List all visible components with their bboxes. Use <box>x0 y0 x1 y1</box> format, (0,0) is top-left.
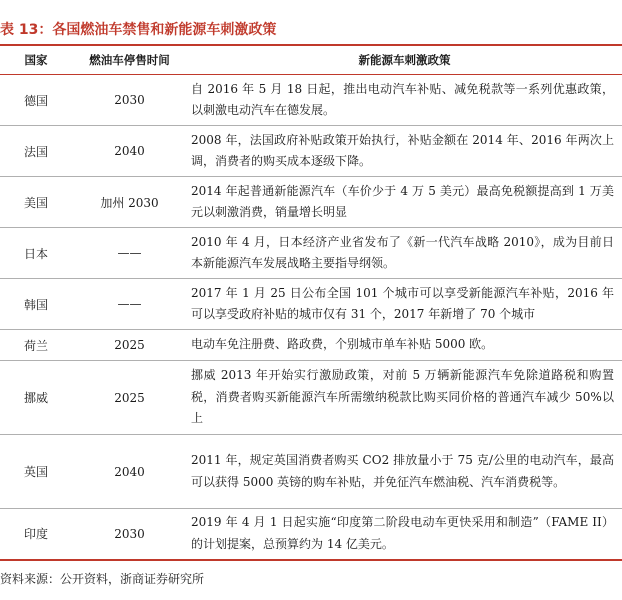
country-cell: 印度 <box>0 509 72 560</box>
ban-year-cell: —— <box>72 228 187 279</box>
table-row <box>0 126 622 177</box>
table-row <box>0 177 622 228</box>
policy-cell: 2010 年 4 月，日本经济产业省发布了《新一代汽车战略 2010》，成为目前日本新能源汽车发展战略主要指导纲领。 <box>187 228 622 279</box>
policy-table <box>0 44 622 561</box>
country-cell: 法国 <box>0 126 72 177</box>
policy-cell: 2017 年 1 月 25 日公布全国 101 个城市可以享受新能源汽车补贴，2016 年可以享受政府补贴的城市仅有 31 个，2017 年新增了 70 个城市 <box>187 279 622 330</box>
country-cell: 荷兰 <box>0 330 72 361</box>
table-row <box>0 361 622 435</box>
table-row <box>0 228 622 279</box>
ban-year-cell: 2030 <box>72 509 187 560</box>
ban-year-cell: 2025 <box>72 361 187 435</box>
ban-year-cell: —— <box>72 279 187 330</box>
country-cell: 英国 <box>0 435 72 509</box>
table-row <box>0 509 622 560</box>
table-row <box>0 435 622 509</box>
table-row <box>0 279 622 330</box>
table-row <box>0 75 622 126</box>
country-cell: 日本 <box>0 228 72 279</box>
header-ban-year: 燃油车停售时间 <box>72 45 187 75</box>
country-cell: 挪威 <box>0 361 72 435</box>
policy-cell: 电动车免注册费、路政费，个别城市单车补贴 5000 欧。 <box>187 330 622 361</box>
ban-year-cell: 2030 <box>72 75 187 126</box>
policy-cell: 自 2016 年 5 月 18 日起，推出电动汽车补贴、减免税款等一系列优惠政策，以刺激电动汽车在德发展。 <box>187 75 622 126</box>
policy-cell: 2011 年，规定英国消费者购买 CO2 排放量小于 75 克/公里的电动汽车，最高可以获得 5000 英镑的购车补贴，并免征汽车燃油税、汽车消费税等。 <box>187 435 622 509</box>
source-note: 资料来源：公开资料，浙商证券研究所 <box>0 572 205 586</box>
policy-cell: 2008 年，法国政府补贴政策开始执行，补贴金额在 2014 年、2016 年两次上调，消费者的购买成本逐级下降。 <box>187 126 622 177</box>
ban-year-cell: 2040 <box>72 126 187 177</box>
header-country: 国家 <box>0 45 72 75</box>
policy-table-container <box>0 44 622 561</box>
table-header-row <box>0 45 622 75</box>
header-policy: 新能源车刺激政策 <box>187 45 622 75</box>
policy-cell: 2014 年起普通新能源汽车（车价少于 4 万 5 美元）最高免税额提高到 1 万美元以刺激消费，销量增长明显 <box>187 177 622 228</box>
table-title: 表 13：各国燃油车禁售和新能源车刺激政策 <box>0 22 277 38</box>
policy-cell: 挪威 2013 年开始实行激励政策，对前 5 万辆新能源汽车免除道路税和购置税，消费者购买新能源汽车所需缴纳税款比购买同价格的普通汽车减少 50%以上 <box>187 361 622 435</box>
country-cell: 德国 <box>0 75 72 126</box>
ban-year-cell: 2040 <box>72 435 187 509</box>
policy-cell: 2019 年 4 月 1 日起实施“印度第二阶段电动车更快采用和制造”（FAME II）的计划提案，总预算约为 14 亿美元。 <box>187 509 622 560</box>
table-row <box>0 330 622 361</box>
country-cell: 韩国 <box>0 279 72 330</box>
country-cell: 美国 <box>0 177 72 228</box>
ban-year-cell: 加州 2030 <box>72 177 187 228</box>
ban-year-cell: 2025 <box>72 330 187 361</box>
